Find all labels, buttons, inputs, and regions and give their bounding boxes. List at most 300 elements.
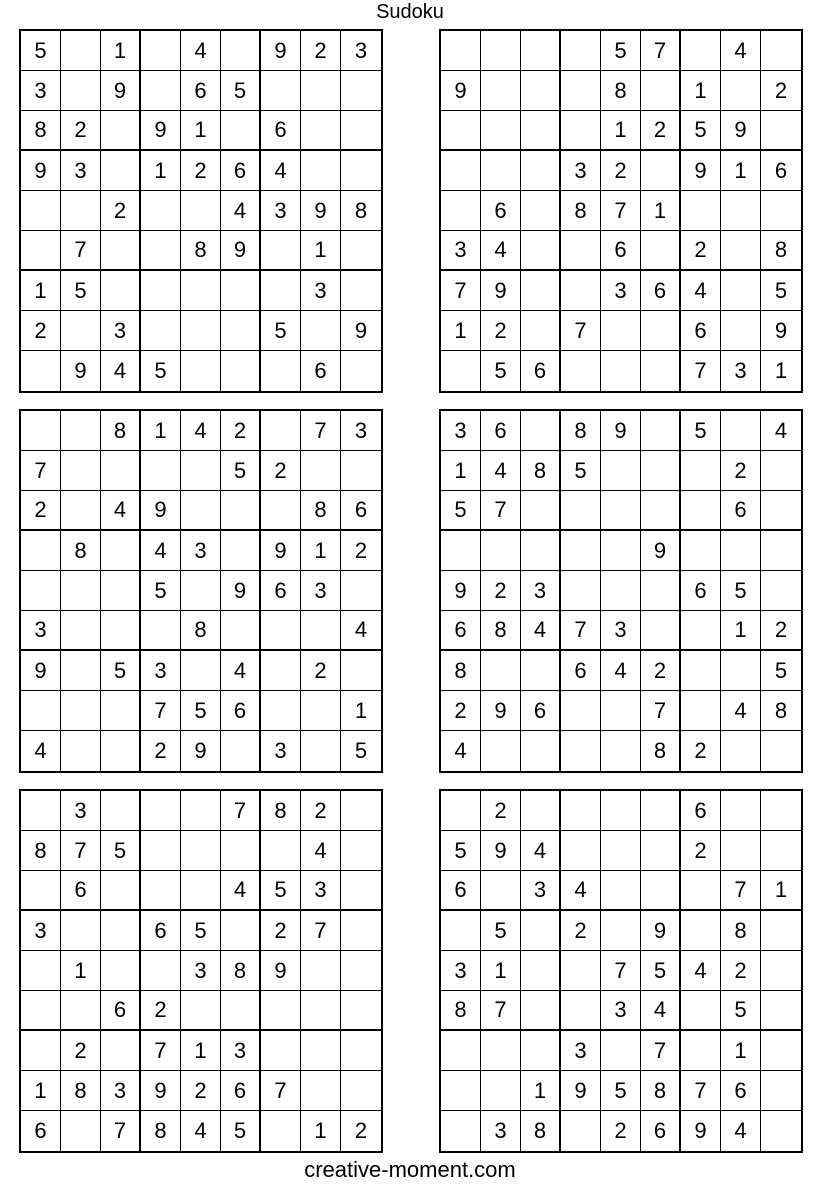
empty-cell[interactable]: [601, 491, 641, 531]
sudoku-grid-5: [19, 789, 383, 1153]
empty-cell[interactable]: [21, 231, 61, 271]
empty-cell[interactable]: [61, 611, 101, 651]
given-cell: 5: [601, 31, 641, 71]
empty-cell[interactable]: [101, 691, 141, 731]
empty-cell[interactable]: [221, 271, 261, 311]
empty-cell[interactable]: [141, 191, 181, 231]
empty-cell[interactable]: [261, 651, 301, 691]
given-cell: 4: [761, 411, 801, 451]
empty-cell[interactable]: [301, 1071, 341, 1111]
empty-cell[interactable]: [341, 831, 381, 871]
empty-cell[interactable]: [101, 1031, 141, 1071]
empty-cell[interactable]: [341, 451, 381, 491]
empty-cell[interactable]: [561, 1111, 601, 1151]
given-cell: 3: [301, 871, 341, 911]
empty-cell[interactable]: [481, 31, 521, 71]
empty-cell[interactable]: [561, 31, 601, 71]
empty-cell[interactable]: [721, 651, 761, 691]
empty-cell[interactable]: [101, 951, 141, 991]
empty-cell[interactable]: [61, 691, 101, 731]
given-cell: 1: [301, 531, 341, 571]
empty-cell[interactable]: [101, 151, 141, 191]
empty-cell[interactable]: [341, 791, 381, 831]
empty-cell[interactable]: [521, 911, 561, 951]
empty-cell[interactable]: [181, 831, 221, 871]
given-cell: 7: [641, 1031, 681, 1071]
empty-cell[interactable]: [601, 1031, 641, 1071]
empty-cell[interactable]: [21, 951, 61, 991]
empty-cell[interactable]: [441, 151, 481, 191]
empty-cell[interactable]: [341, 1031, 381, 1071]
empty-cell[interactable]: [481, 531, 521, 571]
empty-cell[interactable]: [341, 651, 381, 691]
empty-cell[interactable]: [641, 451, 681, 491]
empty-cell[interactable]: [341, 231, 381, 271]
empty-cell[interactable]: [61, 991, 101, 1031]
empty-cell[interactable]: [561, 691, 601, 731]
empty-cell[interactable]: [21, 191, 61, 231]
empty-cell[interactable]: [221, 491, 261, 531]
empty-cell[interactable]: [761, 451, 801, 491]
empty-cell[interactable]: [761, 1111, 801, 1151]
empty-cell[interactable]: [561, 231, 601, 271]
empty-cell[interactable]: [521, 411, 561, 451]
given-cell: 2: [301, 791, 341, 831]
given-cell: 7: [141, 1031, 181, 1071]
empty-cell[interactable]: [141, 951, 181, 991]
empty-cell[interactable]: [301, 611, 341, 651]
empty-cell[interactable]: [341, 71, 381, 111]
empty-cell[interactable]: [441, 351, 481, 391]
empty-cell[interactable]: [481, 71, 521, 111]
given-cell: 3: [181, 531, 221, 571]
empty-cell[interactable]: [681, 491, 721, 531]
empty-cell[interactable]: [721, 71, 761, 111]
empty-cell[interactable]: [221, 611, 261, 651]
empty-cell[interactable]: [341, 111, 381, 151]
empty-cell[interactable]: [301, 311, 341, 351]
given-cell: 5: [641, 951, 681, 991]
empty-cell[interactable]: [521, 491, 561, 531]
empty-cell[interactable]: [761, 1031, 801, 1071]
empty-cell[interactable]: [481, 111, 521, 151]
empty-cell[interactable]: [761, 31, 801, 71]
empty-cell[interactable]: [141, 71, 181, 111]
empty-cell[interactable]: [481, 871, 521, 911]
empty-cell[interactable]: [101, 451, 141, 491]
empty-cell[interactable]: [681, 31, 721, 71]
empty-cell[interactable]: [521, 651, 561, 691]
empty-cell[interactable]: [601, 311, 641, 351]
empty-cell[interactable]: [681, 531, 721, 571]
given-cell: 4: [521, 831, 561, 871]
given-cell: 7: [61, 831, 101, 871]
empty-cell[interactable]: [641, 71, 681, 111]
empty-cell[interactable]: [481, 651, 521, 691]
empty-cell[interactable]: [181, 871, 221, 911]
empty-cell[interactable]: [601, 531, 641, 571]
empty-cell[interactable]: [761, 791, 801, 831]
empty-cell[interactable]: [681, 1031, 721, 1071]
empty-cell[interactable]: [261, 71, 301, 111]
empty-cell[interactable]: [261, 231, 301, 271]
empty-cell[interactable]: [561, 791, 601, 831]
empty-cell[interactable]: [261, 271, 301, 311]
empty-cell[interactable]: [761, 731, 801, 771]
empty-cell[interactable]: [681, 451, 721, 491]
empty-cell[interactable]: [141, 611, 181, 651]
empty-cell[interactable]: [441, 111, 481, 151]
given-cell: 8: [521, 451, 561, 491]
empty-cell[interactable]: [761, 1071, 801, 1111]
empty-cell[interactable]: [681, 871, 721, 911]
empty-cell[interactable]: [521, 231, 561, 271]
given-cell: 3: [61, 151, 101, 191]
given-cell: 9: [101, 71, 141, 111]
empty-cell[interactable]: [101, 911, 141, 951]
empty-cell[interactable]: [521, 191, 561, 231]
empty-cell[interactable]: [441, 791, 481, 831]
empty-cell[interactable]: [341, 271, 381, 311]
empty-cell[interactable]: [561, 831, 601, 871]
given-cell: 9: [441, 71, 481, 111]
empty-cell[interactable]: [761, 491, 801, 531]
empty-cell[interactable]: [481, 151, 521, 191]
empty-cell[interactable]: [761, 911, 801, 951]
empty-cell[interactable]: [641, 831, 681, 871]
empty-cell[interactable]: [181, 271, 221, 311]
sudoku-grid-4: [439, 409, 803, 773]
empty-cell[interactable]: [221, 731, 261, 771]
empty-cell[interactable]: [721, 731, 761, 771]
empty-cell[interactable]: [681, 651, 721, 691]
empty-cell[interactable]: [561, 571, 601, 611]
given-cell: 9: [641, 911, 681, 951]
given-cell: 6: [681, 311, 721, 351]
empty-cell[interactable]: [301, 1031, 341, 1071]
empty-cell[interactable]: [561, 71, 601, 111]
empty-cell[interactable]: [341, 991, 381, 1031]
empty-cell[interactable]: [61, 911, 101, 951]
empty-cell[interactable]: [21, 411, 61, 451]
empty-cell[interactable]: [641, 151, 681, 191]
empty-cell[interactable]: [681, 991, 721, 1031]
empty-cell[interactable]: [61, 311, 101, 351]
empty-cell[interactable]: [481, 1071, 521, 1111]
empty-cell[interactable]: [61, 411, 101, 451]
given-cell: 4: [561, 871, 601, 911]
given-cell: 4: [181, 1111, 221, 1151]
empty-cell[interactable]: [341, 1071, 381, 1111]
empty-cell[interactable]: [221, 311, 261, 351]
empty-cell[interactable]: [481, 1031, 521, 1071]
empty-cell[interactable]: [21, 691, 61, 731]
empty-cell[interactable]: [521, 71, 561, 111]
empty-cell[interactable]: [721, 831, 761, 871]
empty-cell[interactable]: [561, 951, 601, 991]
empty-cell[interactable]: [761, 571, 801, 611]
given-cell: 8: [761, 691, 801, 731]
given-cell: 1: [761, 871, 801, 911]
empty-cell[interactable]: [301, 731, 341, 771]
empty-cell[interactable]: [341, 571, 381, 611]
empty-cell[interactable]: [721, 311, 761, 351]
empty-cell[interactable]: [141, 271, 181, 311]
empty-cell[interactable]: [601, 351, 641, 391]
given-cell: 2: [21, 491, 61, 531]
empty-cell[interactable]: [261, 491, 301, 531]
empty-cell[interactable]: [141, 831, 181, 871]
empty-cell[interactable]: [221, 531, 261, 571]
empty-cell[interactable]: [641, 231, 681, 271]
given-cell: 2: [481, 311, 521, 351]
empty-cell[interactable]: [521, 151, 561, 191]
empty-cell[interactable]: [521, 271, 561, 311]
empty-cell[interactable]: [101, 731, 141, 771]
empty-cell[interactable]: [521, 1031, 561, 1071]
empty-cell[interactable]: [61, 731, 101, 771]
given-cell: 1: [141, 411, 181, 451]
empty-cell[interactable]: [721, 231, 761, 271]
given-cell: 6: [61, 871, 101, 911]
empty-cell[interactable]: [141, 871, 181, 911]
empty-cell[interactable]: [341, 871, 381, 911]
empty-cell[interactable]: [181, 451, 221, 491]
empty-cell[interactable]: [301, 111, 341, 151]
empty-cell[interactable]: [601, 791, 641, 831]
empty-cell[interactable]: [641, 791, 681, 831]
empty-cell[interactable]: [181, 191, 221, 231]
empty-cell[interactable]: [21, 531, 61, 571]
empty-cell[interactable]: [441, 531, 481, 571]
given-cell: 3: [181, 951, 221, 991]
empty-cell[interactable]: [261, 611, 301, 651]
empty-cell[interactable]: [181, 491, 221, 531]
empty-cell[interactable]: [221, 911, 261, 951]
empty-cell[interactable]: [181, 311, 221, 351]
empty-cell[interactable]: [601, 911, 641, 951]
empty-cell[interactable]: [181, 991, 221, 1031]
given-cell: 2: [641, 651, 681, 691]
given-cell: 9: [761, 311, 801, 351]
empty-cell[interactable]: [761, 991, 801, 1031]
empty-cell[interactable]: [601, 451, 641, 491]
empty-cell[interactable]: [181, 571, 221, 611]
empty-cell[interactable]: [301, 691, 341, 731]
empty-cell[interactable]: [301, 991, 341, 1031]
given-cell: 2: [141, 731, 181, 771]
empty-cell[interactable]: [301, 451, 341, 491]
empty-cell[interactable]: [341, 151, 381, 191]
given-cell: 2: [61, 1031, 101, 1071]
empty-cell[interactable]: [21, 991, 61, 1031]
empty-cell[interactable]: [441, 1031, 481, 1071]
empty-cell[interactable]: [101, 791, 141, 831]
empty-cell[interactable]: [101, 571, 141, 611]
empty-cell[interactable]: [521, 991, 561, 1031]
empty-cell[interactable]: [101, 231, 141, 271]
empty-cell[interactable]: [761, 951, 801, 991]
empty-cell[interactable]: [61, 31, 101, 71]
empty-cell[interactable]: [441, 191, 481, 231]
empty-cell[interactable]: [521, 111, 561, 151]
empty-cell[interactable]: [641, 411, 681, 451]
empty-cell[interactable]: [521, 951, 561, 991]
empty-cell[interactable]: [641, 571, 681, 611]
given-cell: 2: [601, 1111, 641, 1151]
empty-cell[interactable]: [441, 911, 481, 951]
empty-cell[interactable]: [601, 571, 641, 611]
empty-cell[interactable]: [141, 31, 181, 71]
given-cell: 8: [21, 111, 61, 151]
empty-cell[interactable]: [441, 31, 481, 71]
empty-cell[interactable]: [261, 1111, 301, 1151]
empty-cell[interactable]: [181, 651, 221, 691]
empty-cell[interactable]: [101, 111, 141, 151]
empty-cell[interactable]: [61, 571, 101, 611]
empty-cell[interactable]: [101, 531, 141, 571]
given-cell: 9: [721, 111, 761, 151]
given-cell: 2: [721, 451, 761, 491]
empty-cell[interactable]: [141, 451, 181, 491]
empty-cell[interactable]: [561, 991, 601, 1031]
empty-cell[interactable]: [641, 611, 681, 651]
empty-cell[interactable]: [641, 311, 681, 351]
empty-cell[interactable]: [641, 871, 681, 911]
empty-cell[interactable]: [61, 71, 101, 111]
empty-cell[interactable]: [261, 991, 301, 1031]
empty-cell[interactable]: [341, 951, 381, 991]
given-cell: 6: [301, 351, 341, 391]
empty-cell[interactable]: [221, 991, 261, 1031]
empty-cell[interactable]: [521, 31, 561, 71]
empty-cell[interactable]: [221, 111, 261, 151]
given-cell: 3: [21, 911, 61, 951]
empty-cell[interactable]: [301, 951, 341, 991]
given-cell: 9: [641, 531, 681, 571]
empty-cell[interactable]: [101, 271, 141, 311]
empty-cell[interactable]: [221, 831, 261, 871]
empty-cell[interactable]: [101, 611, 141, 651]
sudoku-grid-6: [439, 789, 803, 1153]
given-cell: 9: [441, 571, 481, 611]
given-cell: 6: [721, 491, 761, 531]
empty-cell[interactable]: [561, 271, 601, 311]
empty-cell[interactable]: [261, 351, 301, 391]
empty-cell[interactable]: [521, 791, 561, 831]
empty-cell[interactable]: [61, 191, 101, 231]
empty-cell[interactable]: [141, 311, 181, 351]
empty-cell[interactable]: [641, 351, 681, 391]
empty-cell[interactable]: [221, 351, 261, 391]
empty-cell[interactable]: [341, 351, 381, 391]
given-cell: 3: [221, 1031, 261, 1071]
given-cell: 7: [221, 791, 261, 831]
empty-cell[interactable]: [601, 691, 641, 731]
given-cell: 1: [181, 111, 221, 151]
empty-cell[interactable]: [221, 31, 261, 71]
empty-cell[interactable]: [721, 411, 761, 451]
empty-cell[interactable]: [141, 791, 181, 831]
empty-cell[interactable]: [721, 271, 761, 311]
empty-cell[interactable]: [181, 351, 221, 391]
given-cell: 7: [561, 611, 601, 651]
empty-cell[interactable]: [601, 831, 641, 871]
empty-cell[interactable]: [21, 1031, 61, 1071]
empty-cell[interactable]: [721, 191, 761, 231]
given-cell: 6: [721, 1071, 761, 1111]
given-cell: 6: [181, 71, 221, 111]
given-cell: 2: [761, 71, 801, 111]
empty-cell[interactable]: [761, 111, 801, 151]
given-cell: 8: [181, 231, 221, 271]
empty-cell[interactable]: [641, 491, 681, 531]
empty-cell[interactable]: [341, 911, 381, 951]
empty-cell[interactable]: [261, 411, 301, 451]
empty-cell[interactable]: [141, 231, 181, 271]
empty-cell[interactable]: [681, 691, 721, 731]
empty-cell[interactable]: [521, 311, 561, 351]
given-cell: 2: [181, 1071, 221, 1111]
given-cell: 8: [601, 71, 641, 111]
empty-cell[interactable]: [601, 731, 641, 771]
empty-cell[interactable]: [261, 691, 301, 731]
empty-cell[interactable]: [21, 871, 61, 911]
given-cell: 3: [61, 791, 101, 831]
empty-cell[interactable]: [21, 571, 61, 611]
empty-cell[interactable]: [301, 71, 341, 111]
given-cell: 2: [441, 691, 481, 731]
empty-cell[interactable]: [481, 731, 521, 771]
empty-cell[interactable]: [21, 351, 61, 391]
empty-cell[interactable]: [61, 1111, 101, 1151]
empty-cell[interactable]: [761, 191, 801, 231]
empty-cell[interactable]: [601, 871, 641, 911]
empty-cell[interactable]: [761, 531, 801, 571]
empty-cell[interactable]: [681, 911, 721, 951]
empty-cell[interactable]: [561, 491, 601, 531]
empty-cell[interactable]: [261, 1031, 301, 1071]
empty-cell[interactable]: [301, 151, 341, 191]
empty-cell[interactable]: [561, 731, 601, 771]
empty-cell[interactable]: [101, 871, 141, 911]
empty-cell[interactable]: [441, 1111, 481, 1151]
given-cell: 9: [221, 571, 261, 611]
empty-cell[interactable]: [561, 351, 601, 391]
empty-cell[interactable]: [181, 791, 221, 831]
given-cell: 7: [641, 691, 681, 731]
given-cell: 2: [354, 1118, 368, 1143]
empty-cell[interactable]: [681, 191, 721, 231]
given-cell: 4: [601, 651, 641, 691]
empty-cell[interactable]: [561, 111, 601, 151]
given-cell: 8: [61, 531, 101, 571]
empty-cell[interactable]: [521, 731, 561, 771]
empty-cell[interactable]: [721, 791, 761, 831]
empty-cell[interactable]: [441, 1071, 481, 1111]
empty-cell[interactable]: [761, 831, 801, 871]
empty-cell[interactable]: [681, 611, 721, 651]
empty-cell[interactable]: [721, 531, 761, 571]
given-cell: 1: [101, 31, 141, 71]
empty-cell[interactable]: [561, 531, 601, 571]
empty-cell[interactable]: [61, 491, 101, 531]
empty-cell[interactable]: [61, 651, 101, 691]
empty-cell[interactable]: [521, 531, 561, 571]
empty-cell[interactable]: [261, 831, 301, 871]
empty-cell[interactable]: [21, 791, 61, 831]
empty-cell[interactable]: [61, 451, 101, 491]
